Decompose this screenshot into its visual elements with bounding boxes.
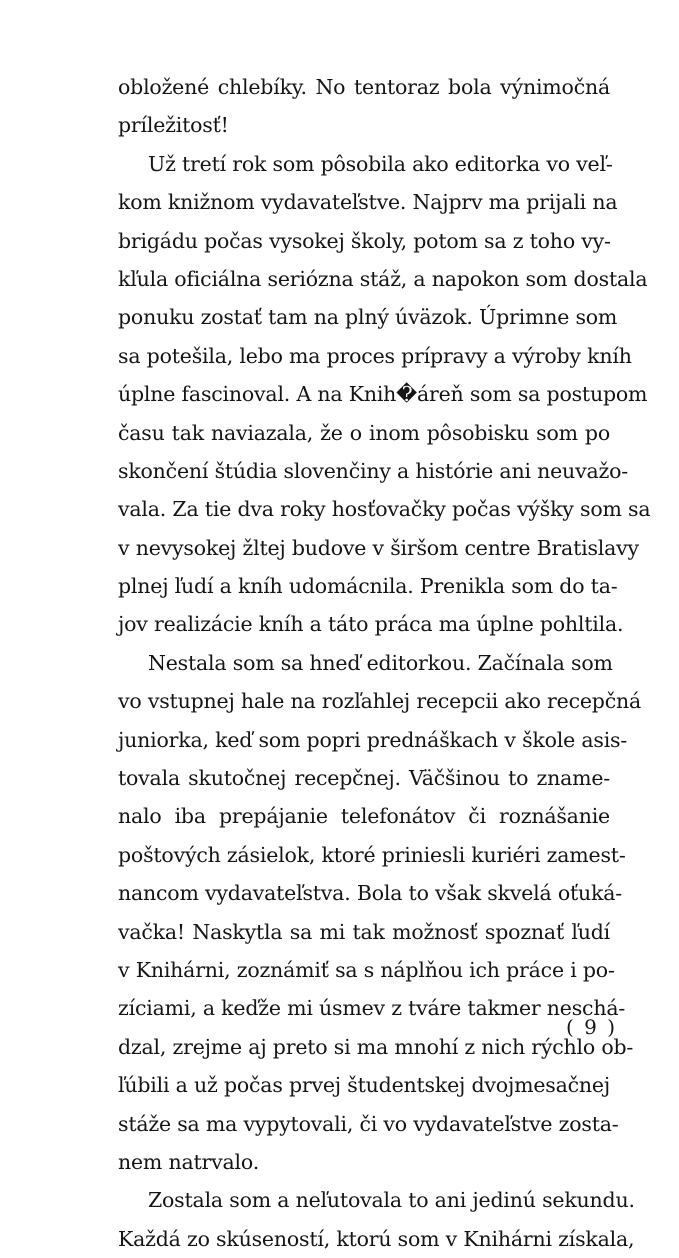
- text-line: plnej ľudí a kníh udomácnila. Prenikla som do ta-: [118, 574, 618, 599]
- body-text: [118, 68, 651, 1258]
- text-line: vo vstupnej hale na rozľahlej recepcii ako recepčná: [118, 689, 642, 714]
- text-line: jov realizácie kníh a táto práca ma úplne pohltila.: [118, 612, 624, 637]
- text-line: nalo iba prepájanie telefonátov či roznášanie: [118, 804, 610, 829]
- text-line: úplne fascinoval. A na Knih�áreň som sa postupom: [118, 382, 648, 407]
- text-line: poštových zásielok, ktoré priniesli kuriéri zamest-: [118, 842, 626, 867]
- paragraph-continuation: [118, 68, 610, 145]
- text-line: v Knihárni, zoznámiť sa s náplňou ich práce i po-: [118, 957, 615, 982]
- paragraph: [118, 644, 642, 1181]
- text-line: času tak naviazala, že o inom pôsobisku som po: [118, 420, 610, 445]
- text-line: kľula oficiálna seriózna stáž, a napokon som dostala: [118, 266, 648, 291]
- paragraph: [118, 1181, 635, 1258]
- text-line: obložené chlebíky. No tentoraz bola výnimočná: [118, 75, 610, 99]
- text-line: vačka! Naskytla sa mi tak možnosť spoznať ľudí: [118, 919, 610, 944]
- text-line: brigádu počas vysokej školy, potom sa z toho vy-: [118, 228, 611, 253]
- text-line: príležitosť!: [118, 113, 229, 138]
- text-line: zíciami, a keďže mi úsmev z tváre takmer neschá-: [118, 996, 626, 1021]
- text-line: Zostala som a neľutovala to ani jedinú sekundu.: [148, 1188, 635, 1213]
- text-line: kom knižnom vydavateľstve. Najprv ma prijali na: [118, 190, 618, 215]
- text-line: sa potešila, lebo ma proces prípravy a výroby kníh: [118, 343, 632, 368]
- text-line: vala. Za tie dva roky hosťovačky počas výšky som sa: [118, 497, 651, 522]
- text-line: skončení štúdia slovenčiny a histórie ani neuvažo-: [118, 458, 628, 483]
- text-line: Už tretí rok som pôsobila ako editorka vo veľ-: [148, 151, 613, 176]
- text-line: dzal, zrejme aj preto si ma mnohí z nich rýchlo ob-: [118, 1034, 634, 1059]
- paragraph: [118, 145, 651, 644]
- text-line: nem natrvalo.: [118, 1149, 260, 1174]
- text-line: Každá zo skúseností, ktorú som v Knihárni získala,: [118, 1226, 635, 1251]
- text-line: stáže sa ma vypytovali, či vo vydavateľstve zosta-: [118, 1111, 619, 1136]
- text-line: ponuku zostať tam na plný úväzok. Úprimne som: [118, 305, 618, 330]
- text-line: tovala skutočnej recepčnej. Väčšinou to zname-: [118, 766, 610, 791]
- page-number: ( 9 ): [566, 1015, 618, 1039]
- text-line: Nestala som sa hneď editorkou. Začínala som: [148, 650, 613, 675]
- text-line: nancom vydavateľstva. Bola to však skvelá oťuká-: [118, 881, 623, 906]
- text-line: ľúbili a už počas prvej študentskej dvojmesačnej: [118, 1073, 610, 1098]
- text-line: v nevysokej žltej budove v širšom centre Bratislavy: [118, 535, 639, 560]
- text-line: juniorka, keď som popri prednáškach v škole asis-: [118, 727, 628, 752]
